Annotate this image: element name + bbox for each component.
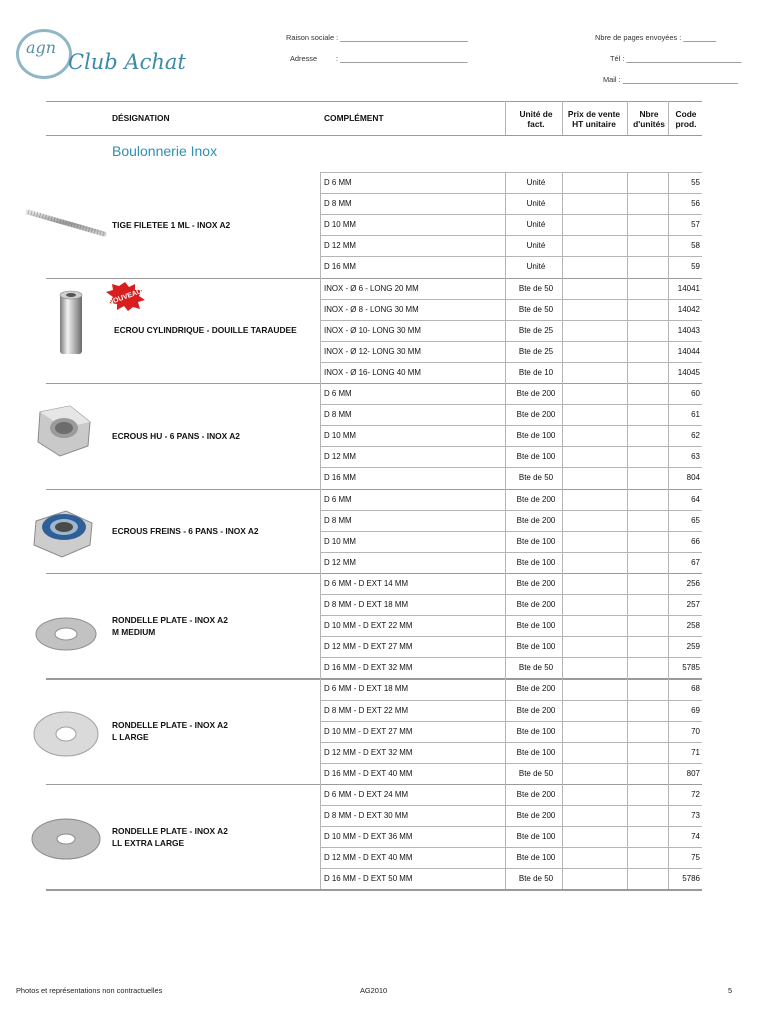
column-divider	[320, 573, 321, 679]
complement-cell: D 10 MM - D EXT 36 MM	[324, 832, 413, 842]
complement-cell: D 16 MM - D EXT 50 MM	[324, 874, 413, 884]
column-divider	[627, 573, 628, 679]
column-divider	[505, 383, 506, 489]
column-divider	[320, 383, 321, 489]
product-designation	[112, 430, 240, 442]
product-code-cell: 61	[691, 410, 700, 420]
product-code-cell: 72	[691, 789, 700, 799]
complement-cell: D 12 MM - D EXT 40 MM	[324, 853, 413, 863]
designation-line1: TIGE FILETEE 1 ML - INOX A2	[112, 219, 231, 230]
price-input[interactable]	[563, 215, 626, 234]
complement-cell: D 10 MM - D EXT 27 MM	[324, 726, 413, 736]
price-input[interactable]	[563, 848, 626, 867]
complement-cell: D 12 MM - D EXT 32 MM	[324, 747, 413, 757]
price-input[interactable]	[563, 658, 626, 677]
designation-line1: RONDELLE PLATE - INOX A2	[112, 720, 228, 731]
product-designation	[112, 719, 228, 743]
col-designation: DÉSIGNATION	[112, 113, 170, 123]
designation-line1: RONDELLE PLATE - INOX A2	[112, 825, 228, 836]
complement-cell: D 16 MM - D EXT 32 MM	[324, 663, 413, 673]
product-code-cell: 70	[691, 726, 700, 736]
complement-cell: D 10 MM	[324, 431, 357, 441]
complement-cell: INOX - Ø 16- LONG 40 MM	[324, 367, 421, 377]
unit-cell: Bte de 200	[516, 389, 556, 398]
price-input[interactable]	[563, 574, 626, 593]
col-unite-line2: fact.	[527, 119, 545, 129]
product-code-cell: 55	[691, 178, 700, 187]
price-input[interactable]	[563, 637, 626, 656]
column-divider	[505, 489, 506, 573]
column-divider	[505, 101, 506, 135]
mail-field[interactable]: Mail : ____________________________	[603, 75, 738, 84]
column-divider	[627, 383, 628, 489]
complement-cell: D 10 MM	[324, 536, 357, 546]
product-code-cell: 71	[691, 747, 700, 757]
price-input[interactable]	[563, 257, 626, 276]
complement-cell: INOX - Ø 10- LONG 30 MM	[324, 325, 421, 335]
product-designation	[114, 324, 297, 336]
price-input[interactable]	[563, 616, 626, 635]
column-divider	[505, 678, 506, 784]
footer-page-number: 5	[728, 986, 733, 995]
unit-cell: Bte de 200	[516, 684, 556, 694]
hex-nut-image	[20, 402, 108, 460]
unit-cell: Unité	[526, 262, 546, 272]
unit-cell: Bte de 100	[516, 621, 556, 631]
unit-cell: Bte de 100	[516, 747, 556, 757]
price-input[interactable]	[563, 679, 626, 698]
designation-line1: ECROUS HU - 6 PANS - INOX A2	[112, 430, 240, 441]
price-input[interactable]	[563, 236, 626, 255]
complement-cell: D 6 MM	[324, 178, 352, 187]
column-divider	[668, 489, 669, 573]
complement-cell: D 12 MM - D EXT 27 MM	[324, 642, 413, 652]
medium-washer-image	[20, 614, 108, 654]
column-divider	[562, 278, 563, 384]
column-divider	[627, 489, 628, 573]
column-divider	[505, 172, 506, 278]
unit-cell: Bte de 10	[518, 367, 554, 377]
column-divider	[668, 383, 669, 489]
complement-cell: INOX - Ø 6 - LONG 20 MM	[324, 283, 419, 293]
col-code-line1: Code	[675, 109, 697, 119]
complement-cell: D 6 MM - D EXT 24 MM	[324, 789, 409, 799]
col-unite-line1: Unité de	[519, 109, 553, 119]
column-divider	[668, 278, 669, 384]
column-divider	[562, 784, 563, 890]
price-input[interactable]	[563, 869, 626, 888]
column-divider	[627, 784, 628, 890]
column-divider	[627, 101, 628, 135]
product-code-cell: 56	[691, 199, 700, 209]
column-divider	[505, 784, 506, 890]
complement-cell: D 6 MM - D EXT 18 MM	[324, 684, 409, 694]
price-input[interactable]	[563, 300, 626, 319]
price-input[interactable]	[563, 511, 626, 530]
unit-cell: Bte de 200	[516, 705, 556, 715]
unit-cell: Bte de 100	[516, 726, 556, 736]
price-input[interactable]	[563, 384, 626, 403]
price-input[interactable]	[563, 363, 626, 382]
column-divider	[562, 678, 563, 784]
price-input[interactable]	[563, 279, 626, 298]
unit-cell: Unité	[526, 220, 546, 230]
raison-sociale-field[interactable]: Raison sociale : _______________________________	[286, 33, 468, 42]
column-divider	[562, 573, 563, 679]
product-code-cell: 807	[686, 768, 700, 778]
designation-line2: M MEDIUM	[112, 626, 156, 637]
column-divider	[668, 784, 669, 890]
price-input[interactable]	[563, 722, 626, 741]
column-divider	[320, 678, 321, 784]
product-code-cell: 258	[686, 621, 700, 631]
product-code-cell: 73	[691, 811, 700, 820]
complement-cell: D 12 MM	[324, 557, 357, 567]
complement-cell: D 10 MM - D EXT 22 MM	[324, 621, 413, 631]
price-input[interactable]	[563, 743, 626, 762]
column-divider	[320, 278, 321, 384]
price-input[interactable]	[563, 595, 626, 614]
unit-cell: Bte de 25	[518, 325, 554, 335]
complement-cell: INOX - Ø 8 - LONG 30 MM	[324, 304, 419, 314]
column-divider	[562, 383, 563, 489]
product-code-cell: 68	[691, 684, 700, 694]
unit-cell: Bte de 200	[516, 789, 556, 799]
unit-cell: Bte de 50	[518, 768, 554, 778]
column-divider	[627, 172, 628, 278]
product-code-cell: 58	[691, 241, 700, 251]
price-input[interactable]	[563, 490, 626, 509]
product-code-cell: 69	[691, 705, 700, 715]
unit-cell: Bte de 50	[518, 304, 554, 314]
col-complement: COMPLÉMENT	[324, 113, 384, 123]
product-code-cell: 5786	[682, 874, 700, 884]
column-divider	[627, 278, 628, 384]
col-code-line2: prod.	[675, 119, 697, 129]
unit-cell: Bte de 50	[518, 874, 554, 884]
nouveau-badge-text: NOUVEAU	[107, 288, 143, 307]
column-divider	[320, 784, 321, 890]
complement-cell: D 16 MM	[324, 262, 357, 272]
product-code-cell: 14043	[677, 325, 700, 335]
unit-cell: Bte de 200	[516, 410, 556, 420]
price-input[interactable]	[563, 701, 626, 720]
designation-line1: RONDELLE PLATE - INOX A2	[112, 614, 228, 625]
col-nbre-line1: Nbre	[639, 109, 659, 119]
column-divider	[320, 172, 321, 278]
column-divider	[320, 489, 321, 573]
product-code-cell: 57	[691, 220, 700, 230]
product-code-cell: 256	[686, 578, 700, 588]
price-input[interactable]	[563, 827, 626, 846]
price-input[interactable]	[563, 405, 626, 424]
adresse-field[interactable]: : _______________________________	[336, 54, 468, 63]
unit-cell: Bte de 100	[516, 832, 556, 842]
unit-cell: Bte de 200	[516, 515, 556, 525]
section-title: Boulonnerie Inox	[112, 143, 218, 159]
nouveau-badge-icon	[104, 281, 146, 311]
complement-cell: D 6 MM - D EXT 14 MM	[324, 578, 409, 588]
product-code-cell: 63	[691, 452, 700, 462]
product-code-cell: 59	[691, 262, 700, 272]
unit-cell: Bte de 200	[516, 600, 556, 609]
column-divider	[627, 678, 628, 784]
unit-cell: Bte de 200	[516, 578, 556, 588]
unit-cell: Unité	[526, 178, 546, 187]
large-washer-image	[20, 706, 108, 762]
unit-cell: Bte de 50	[518, 663, 554, 673]
logo-club-achat-text: Club Achat	[68, 50, 186, 74]
column-divider	[505, 573, 506, 679]
row-divider	[46, 135, 702, 136]
unit-cell: Bte de 100	[516, 431, 556, 441]
column-divider	[668, 678, 669, 784]
product-code-cell: 14042	[677, 304, 700, 314]
row-divider	[46, 101, 702, 102]
product-code-cell: 14044	[677, 346, 700, 356]
price-input[interactable]	[563, 173, 626, 192]
unit-cell: Bte de 100	[516, 557, 556, 567]
price-input[interactable]	[563, 553, 626, 572]
unit-cell: Bte de 100	[516, 452, 556, 462]
product-designation	[112, 825, 228, 849]
footer-edition: AG2010	[360, 986, 388, 995]
product-code-cell: 259	[686, 642, 700, 652]
price-input[interactable]	[563, 468, 626, 487]
unit-cell: Bte de 25	[518, 346, 554, 356]
complement-cell: D 8 MM - D EXT 30 MM	[324, 811, 409, 820]
product-designation	[112, 219, 230, 231]
column-divider	[505, 278, 506, 384]
designation-line2: LL EXTRA LARGE	[112, 837, 185, 848]
col-nbre-line2: d'unités	[633, 119, 665, 129]
unit-cell: Bte de 100	[516, 536, 556, 546]
price-input[interactable]	[563, 194, 626, 213]
complement-cell: INOX - Ø 12- LONG 30 MM	[324, 346, 421, 356]
extra-large-washer-image	[20, 814, 108, 864]
column-divider	[562, 489, 563, 573]
designation-line2: L LARGE	[112, 732, 149, 743]
complement-cell: D 10 MM	[324, 220, 357, 230]
row-divider	[46, 889, 702, 890]
complement-cell: D 6 MM	[324, 494, 352, 504]
lock-nut-image	[20, 505, 108, 561]
unit-cell: Unité	[526, 241, 546, 251]
unit-cell: Bte de 50	[518, 283, 554, 293]
threaded-rod-image	[20, 200, 108, 240]
unit-cell: Bte de 200	[516, 494, 556, 504]
complement-cell: D 8 MM	[324, 410, 352, 420]
col-prix-line1: Prix de vente	[567, 109, 621, 119]
tel-field[interactable]: Tél : ____________________________	[610, 54, 742, 63]
product-code-cell: 64	[691, 494, 700, 504]
price-input[interactable]	[563, 764, 626, 783]
column-divider	[668, 172, 669, 278]
designation-line1: ECROU CYLINDRIQUE - DOUILLE TARAUDEE	[114, 325, 297, 336]
product-code-cell: 67	[691, 557, 700, 567]
price-input[interactable]	[563, 426, 626, 445]
complement-cell: D 8 MM	[324, 199, 352, 209]
product-code-cell: 257	[686, 600, 700, 609]
price-input[interactable]	[563, 785, 626, 804]
price-input[interactable]	[563, 321, 626, 340]
logo-agn-text: agn	[26, 38, 57, 57]
complement-cell: D 8 MM	[324, 515, 352, 525]
product-code-cell: 62	[691, 431, 700, 441]
column-divider	[668, 573, 669, 679]
price-input[interactable]	[563, 806, 626, 825]
price-input[interactable]	[563, 447, 626, 466]
product-code-cell: 75	[691, 853, 700, 863]
unit-cell: Bte de 100	[516, 853, 556, 863]
column-divider	[562, 172, 563, 278]
complement-cell: D 8 MM - D EXT 22 MM	[324, 705, 409, 715]
column-divider	[668, 101, 669, 135]
product-code-cell: 5785	[682, 663, 700, 673]
col-prix-line2: HT unitaire	[572, 119, 616, 129]
complement-cell: D 6 MM	[324, 389, 352, 398]
complement-cell: D 8 MM - D EXT 18 MM	[324, 600, 409, 609]
unit-cell: Bte de 50	[518, 473, 554, 483]
price-input[interactable]	[563, 532, 626, 551]
unit-cell: Unité	[526, 199, 546, 209]
price-input[interactable]	[563, 342, 626, 361]
cylinder-nut-image	[20, 284, 108, 364]
designation-line1: ECROUS FREINS - 6 PANS - INOX A2	[112, 525, 259, 536]
product-code-cell: 65	[691, 515, 700, 525]
unit-cell: Bte de 100	[516, 642, 556, 652]
product-code-cell: 66	[691, 536, 700, 546]
product-designation	[112, 614, 228, 638]
complement-cell: D 12 MM	[324, 452, 357, 462]
complement-cell: D 16 MM - D EXT 40 MM	[324, 768, 413, 778]
product-code-cell: 74	[691, 832, 700, 842]
nbre-pages-field[interactable]: Nbre de pages envoyées : ________	[595, 33, 717, 42]
product-code-cell: 60	[691, 389, 700, 398]
complement-cell: D 12 MM	[324, 241, 357, 251]
complement-cell: D 16 MM	[324, 473, 357, 483]
adresse-label: Adresse	[290, 54, 318, 63]
product-code-cell: 804	[686, 473, 700, 483]
product-code-cell: 14045	[677, 367, 700, 377]
footer-disclaimer: Photos et représentations non contractuelles	[16, 986, 163, 995]
product-code-cell: 14041	[677, 283, 700, 293]
column-divider	[562, 101, 563, 135]
unit-cell: Bte de 200	[516, 811, 556, 820]
product-designation	[112, 525, 259, 537]
